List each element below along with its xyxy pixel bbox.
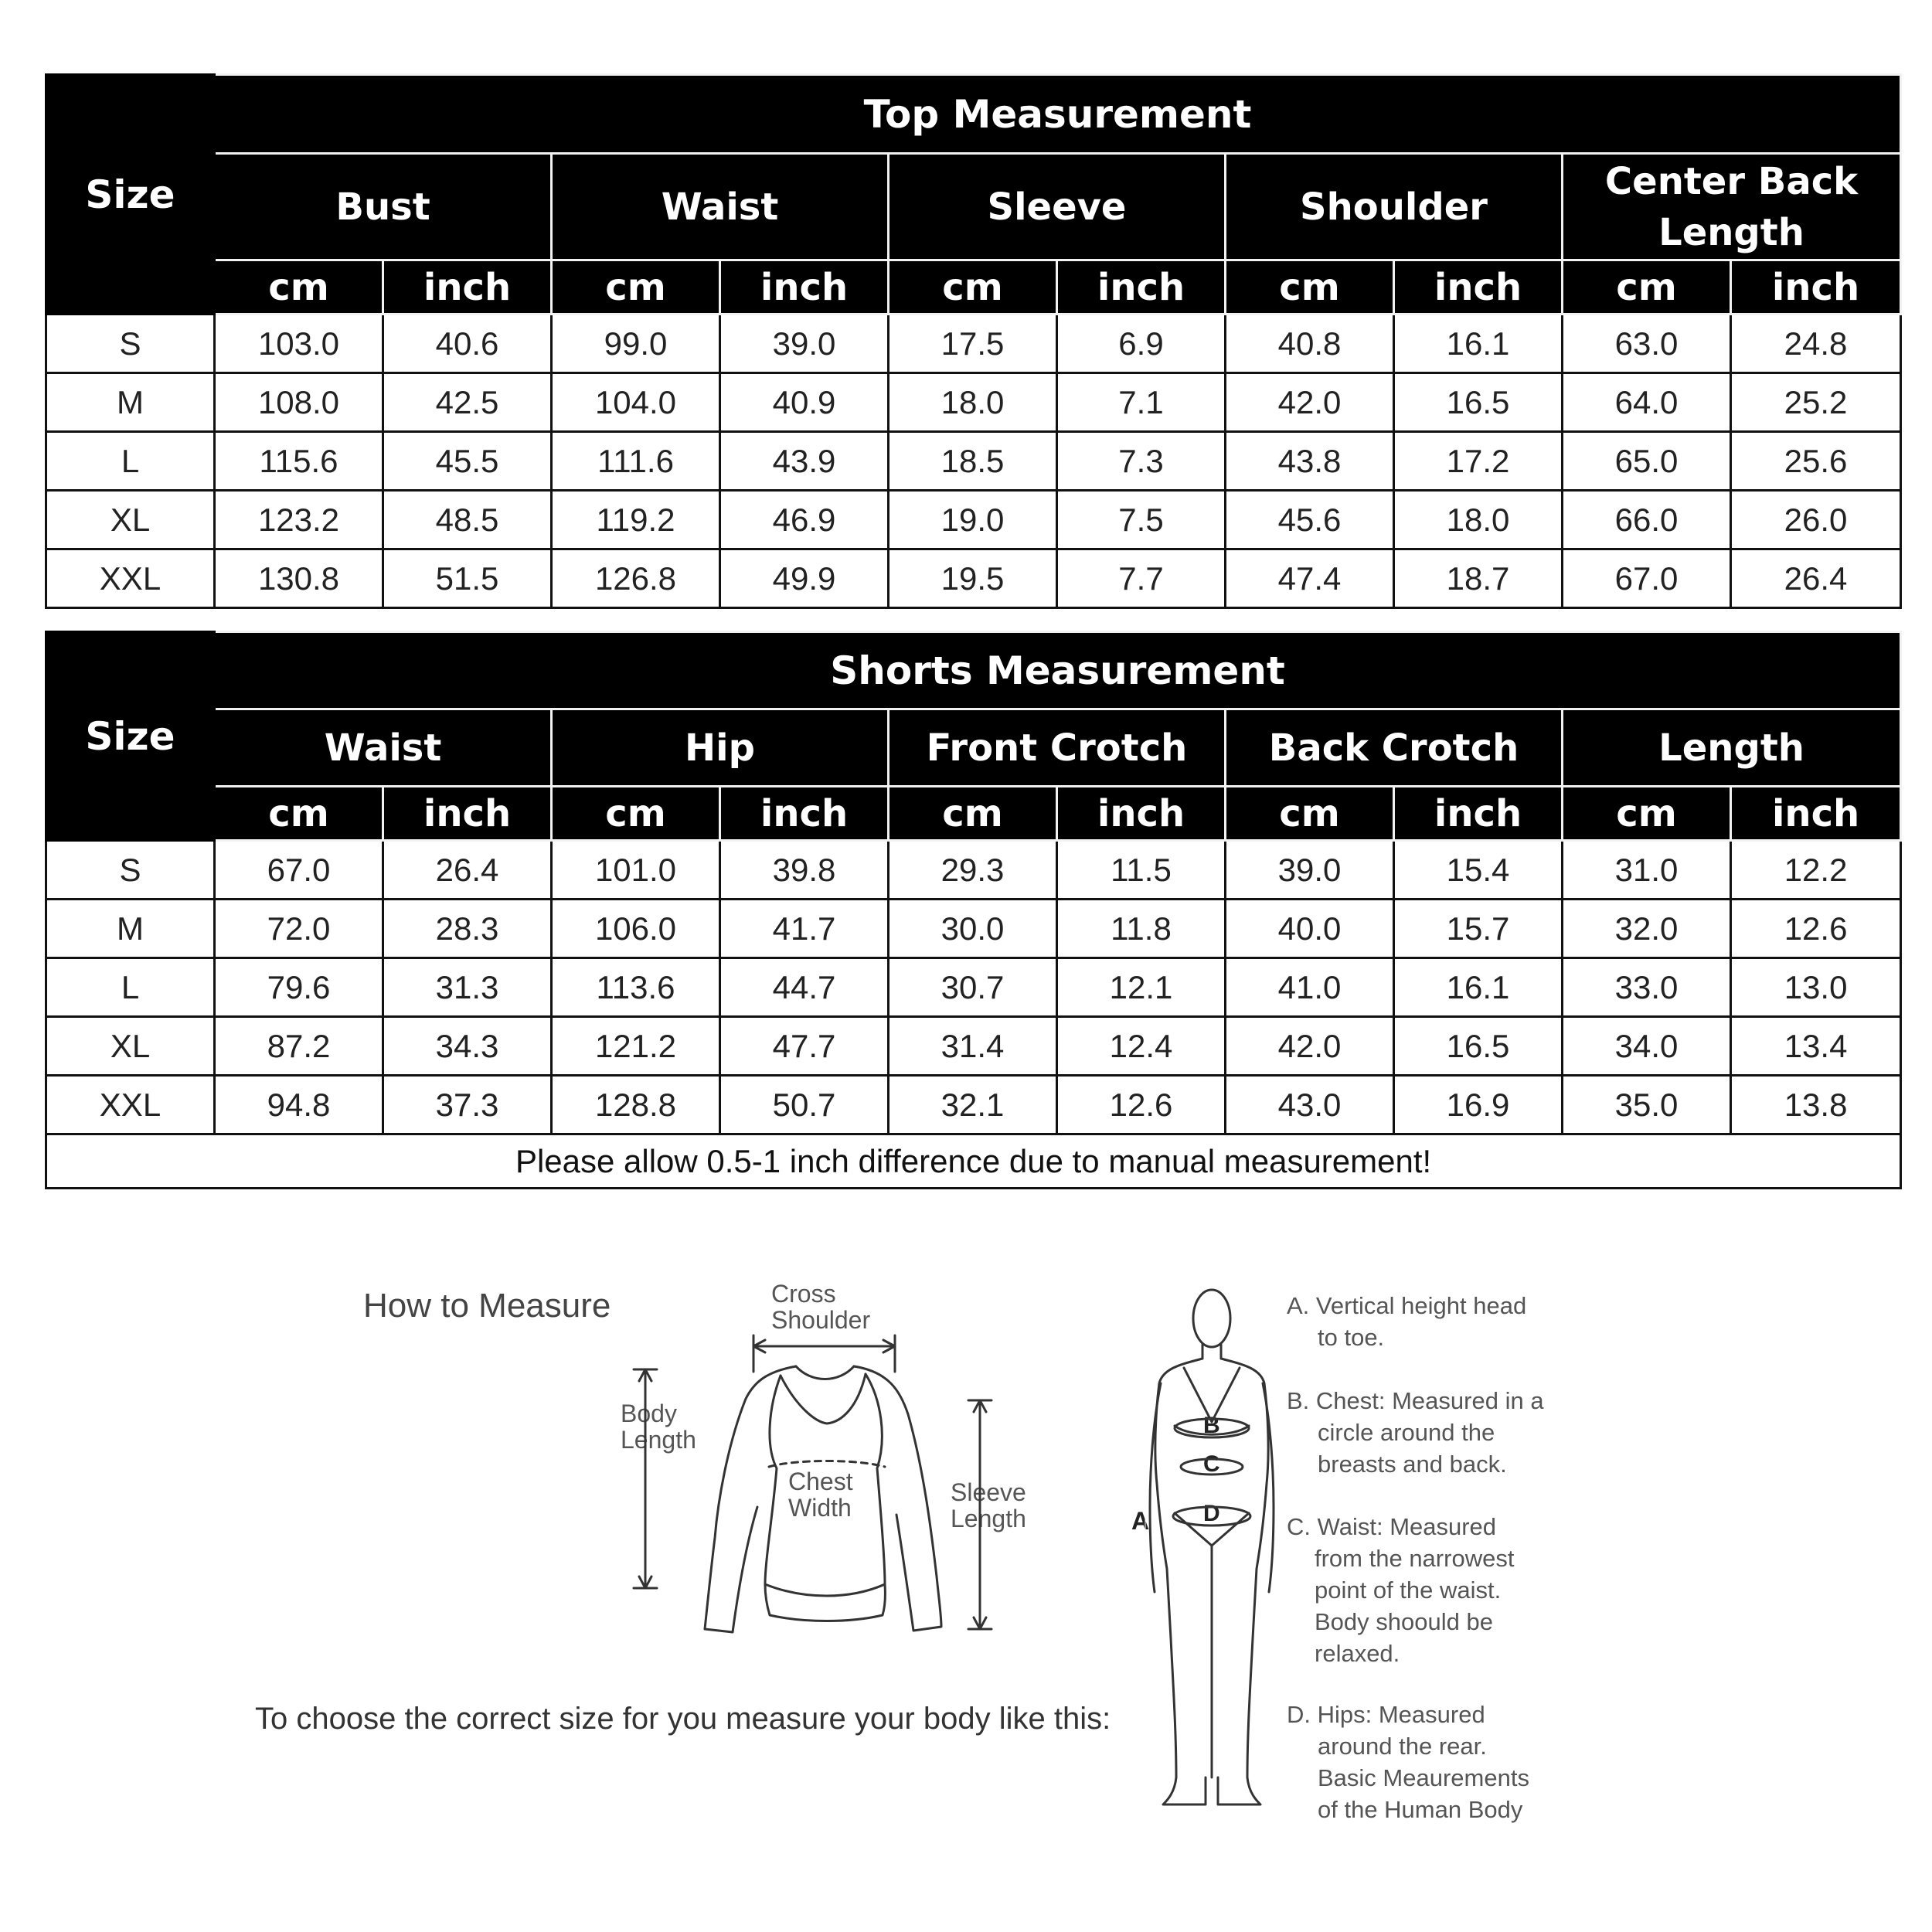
group-header: Length [1563, 709, 1901, 787]
value-cell: 79.6 [215, 958, 383, 1017]
value-cell: 111.6 [552, 432, 720, 491]
body-letter-c: C [1203, 1451, 1220, 1477]
unit-header: cm [552, 260, 720, 315]
value-cell: 26.0 [1731, 491, 1901, 549]
value-cell: 12.2 [1731, 841, 1901, 900]
group-header: Waist [552, 154, 889, 260]
value-cell: 115.6 [215, 432, 383, 491]
value-cell: 42.0 [1226, 1017, 1394, 1076]
unit-header: inch [1731, 260, 1901, 315]
group-header: Center Back Length [1563, 154, 1901, 260]
value-cell: 41.7 [720, 900, 889, 958]
value-cell: 19.0 [889, 491, 1057, 549]
sleeve-length-label: Sleeve Length [951, 1478, 1026, 1532]
value-cell: 106.0 [552, 900, 720, 958]
unit-header: cm [1563, 787, 1731, 841]
size-cell: L [46, 432, 215, 491]
body-letter-b: B [1203, 1413, 1220, 1438]
value-cell: 130.8 [215, 549, 383, 608]
unit-header: cm [889, 260, 1057, 315]
size-cell: XXL [46, 549, 215, 608]
value-cell: 11.8 [1057, 900, 1226, 958]
value-cell: 18.5 [889, 432, 1057, 491]
unit-header: cm [1226, 260, 1394, 315]
group-header: Shoulder [1226, 154, 1563, 260]
value-cell: 39.8 [720, 841, 889, 900]
unit-header: cm [215, 787, 383, 841]
value-cell: 34.0 [1563, 1017, 1731, 1076]
value-cell: 13.4 [1731, 1017, 1901, 1076]
unit-header: inch [1057, 260, 1226, 315]
table-row [46, 958, 1901, 1017]
value-cell: 121.2 [552, 1017, 720, 1076]
value-cell: 123.2 [215, 491, 383, 549]
value-cell: 48.5 [383, 491, 552, 549]
value-cell: 47.7 [720, 1017, 889, 1076]
body-length-label: Body Length [621, 1400, 696, 1454]
top-measurement-table [45, 73, 1902, 609]
table-row [46, 315, 1901, 373]
value-cell: 113.6 [552, 958, 720, 1017]
value-cell: 37.3 [383, 1076, 552, 1134]
unit-header: cm [1226, 787, 1394, 841]
how-to-measure-title: How to Measure [363, 1287, 611, 1325]
value-cell: 42.0 [1226, 373, 1394, 432]
unit-header: cm [889, 787, 1057, 841]
value-cell: 25.6 [1731, 432, 1901, 491]
value-cell: 46.9 [720, 491, 889, 549]
unit-header: cm [1563, 260, 1731, 315]
value-cell: 51.5 [383, 549, 552, 608]
value-cell: 15.7 [1394, 900, 1563, 958]
size-cell: S [46, 841, 215, 900]
table-row [46, 1017, 1901, 1076]
value-cell: 12.6 [1057, 1076, 1226, 1134]
value-cell: 33.0 [1563, 958, 1731, 1017]
size-header: Size [46, 75, 215, 315]
value-cell: 13.8 [1731, 1076, 1901, 1134]
table-title: Shorts Measurement [215, 632, 1901, 709]
value-cell: 44.7 [720, 958, 889, 1017]
size-cell: M [46, 373, 215, 432]
unit-header: inch [720, 260, 889, 315]
value-cell: 128.8 [552, 1076, 720, 1134]
body-letter-d: D [1203, 1501, 1220, 1526]
value-cell: 119.2 [552, 491, 720, 549]
size-cell: L [46, 958, 215, 1017]
value-cell: 18.7 [1394, 549, 1563, 608]
value-cell: 16.1 [1394, 315, 1563, 373]
size-cell: XXL [46, 1076, 215, 1134]
value-cell: 18.0 [1394, 491, 1563, 549]
value-cell: 19.5 [889, 549, 1057, 608]
value-cell: 67.0 [215, 841, 383, 900]
body-letter-a: A [1131, 1507, 1150, 1535]
value-cell: 7.1 [1057, 373, 1226, 432]
value-cell: 49.9 [720, 549, 889, 608]
size-cell: XL [46, 491, 215, 549]
value-cell: 40.8 [1226, 315, 1394, 373]
unit-header: cm [215, 260, 383, 315]
unit-header: inch [383, 787, 552, 841]
value-cell: 63.0 [1563, 315, 1731, 373]
value-cell: 40.0 [1226, 900, 1394, 958]
note-waist: C. Waist: Measured from the narrowest point of the waist. Body shoould be relaxed. [1287, 1513, 1515, 1667]
group-header: Waist [215, 709, 552, 787]
group-header: Bust [215, 154, 552, 260]
value-cell: 103.0 [215, 315, 383, 373]
value-cell: 72.0 [215, 900, 383, 958]
value-cell: 108.0 [215, 373, 383, 432]
group-header: Sleeve [889, 154, 1226, 260]
value-cell: 31.0 [1563, 841, 1731, 900]
value-cell: 25.2 [1731, 373, 1901, 432]
value-cell: 17.2 [1394, 432, 1563, 491]
value-cell: 29.3 [889, 841, 1057, 900]
cross-shoulder-label: Cross Shoulder [771, 1280, 871, 1334]
value-cell: 18.0 [889, 373, 1057, 432]
value-cell: 99.0 [552, 315, 720, 373]
value-cell: 41.0 [1226, 958, 1394, 1017]
value-cell: 34.3 [383, 1017, 552, 1076]
table-row [46, 549, 1901, 608]
value-cell: 26.4 [1731, 549, 1901, 608]
value-cell: 7.3 [1057, 432, 1226, 491]
value-cell: 26.4 [383, 841, 552, 900]
value-cell: 30.0 [889, 900, 1057, 958]
value-cell: 43.9 [720, 432, 889, 491]
value-cell: 104.0 [552, 373, 720, 432]
value-cell: 17.5 [889, 315, 1057, 373]
value-cell: 101.0 [552, 841, 720, 900]
value-cell: 31.3 [383, 958, 552, 1017]
value-cell: 6.9 [1057, 315, 1226, 373]
value-cell: 65.0 [1563, 432, 1731, 491]
size-cell: XL [46, 1017, 215, 1076]
value-cell: 24.8 [1731, 315, 1901, 373]
measurement-note: Please allow 0.5-1 inch difference due to manual measurement! [46, 1134, 1901, 1189]
value-cell: 42.5 [383, 373, 552, 432]
size-cell: M [46, 900, 215, 958]
value-cell: 43.0 [1226, 1076, 1394, 1134]
value-cell: 13.0 [1731, 958, 1901, 1017]
value-cell: 28.3 [383, 900, 552, 958]
value-cell: 16.9 [1394, 1076, 1563, 1134]
value-cell: 16.5 [1394, 1017, 1563, 1076]
unit-header: inch [1394, 787, 1563, 841]
value-cell: 16.5 [1394, 373, 1563, 432]
table-row [46, 841, 1901, 900]
size-cell: S [46, 315, 215, 373]
value-cell: 66.0 [1563, 491, 1731, 549]
value-cell: 12.4 [1057, 1017, 1226, 1076]
value-cell: 40.9 [720, 373, 889, 432]
note-vertical-height: A. Vertical height head to toe. [1287, 1292, 1527, 1351]
value-cell: 12.1 [1057, 958, 1226, 1017]
value-cell: 15.4 [1394, 841, 1563, 900]
table-row [46, 432, 1901, 491]
value-cell: 45.6 [1226, 491, 1394, 549]
value-cell: 30.7 [889, 958, 1057, 1017]
value-cell: 47.4 [1226, 549, 1394, 608]
table-title: Top Measurement [215, 75, 1901, 154]
unit-header: cm [552, 787, 720, 841]
value-cell: 7.7 [1057, 549, 1226, 608]
note-hips: D. Hips: Measured around the rear. Basic Meaurements of the Human Body [1287, 1701, 1529, 1823]
table-row [46, 491, 1901, 549]
value-cell: 64.0 [1563, 373, 1731, 432]
group-header: Front Crotch [889, 709, 1226, 787]
value-cell: 12.6 [1731, 900, 1901, 958]
value-cell: 11.5 [1057, 841, 1226, 900]
value-cell: 67.0 [1563, 549, 1731, 608]
value-cell: 87.2 [215, 1017, 383, 1076]
unit-header: inch [383, 260, 552, 315]
value-cell: 16.1 [1394, 958, 1563, 1017]
value-cell: 94.8 [215, 1076, 383, 1134]
value-cell: 40.6 [383, 315, 552, 373]
unit-header: inch [1394, 260, 1563, 315]
table-row [46, 1076, 1901, 1134]
group-header: Hip [552, 709, 889, 787]
value-cell: 35.0 [1563, 1076, 1731, 1134]
table-row [46, 373, 1901, 432]
table-row [46, 900, 1901, 958]
value-cell: 126.8 [552, 549, 720, 608]
unit-header: inch [1057, 787, 1226, 841]
value-cell: 32.0 [1563, 900, 1731, 958]
value-cell: 39.0 [720, 315, 889, 373]
shorts-measurement-table [45, 631, 1902, 1189]
value-cell: 32.1 [889, 1076, 1057, 1134]
choose-size-instruction: To choose the correct size for you measure your body like this: [255, 1702, 1111, 1736]
size-header: Size [46, 632, 215, 841]
group-header: Back Crotch [1226, 709, 1563, 787]
value-cell: 7.5 [1057, 491, 1226, 549]
value-cell: 43.8 [1226, 432, 1394, 491]
chest-width-label: Chest Width [788, 1468, 853, 1522]
value-cell: 45.5 [383, 432, 552, 491]
note-chest: B. Chest: Measured in a circle around the breasts and back. [1287, 1387, 1544, 1478]
value-cell: 31.4 [889, 1017, 1057, 1076]
unit-header: inch [1731, 787, 1901, 841]
value-cell: 50.7 [720, 1076, 889, 1134]
value-cell: 39.0 [1226, 841, 1394, 900]
unit-header: inch [720, 787, 889, 841]
